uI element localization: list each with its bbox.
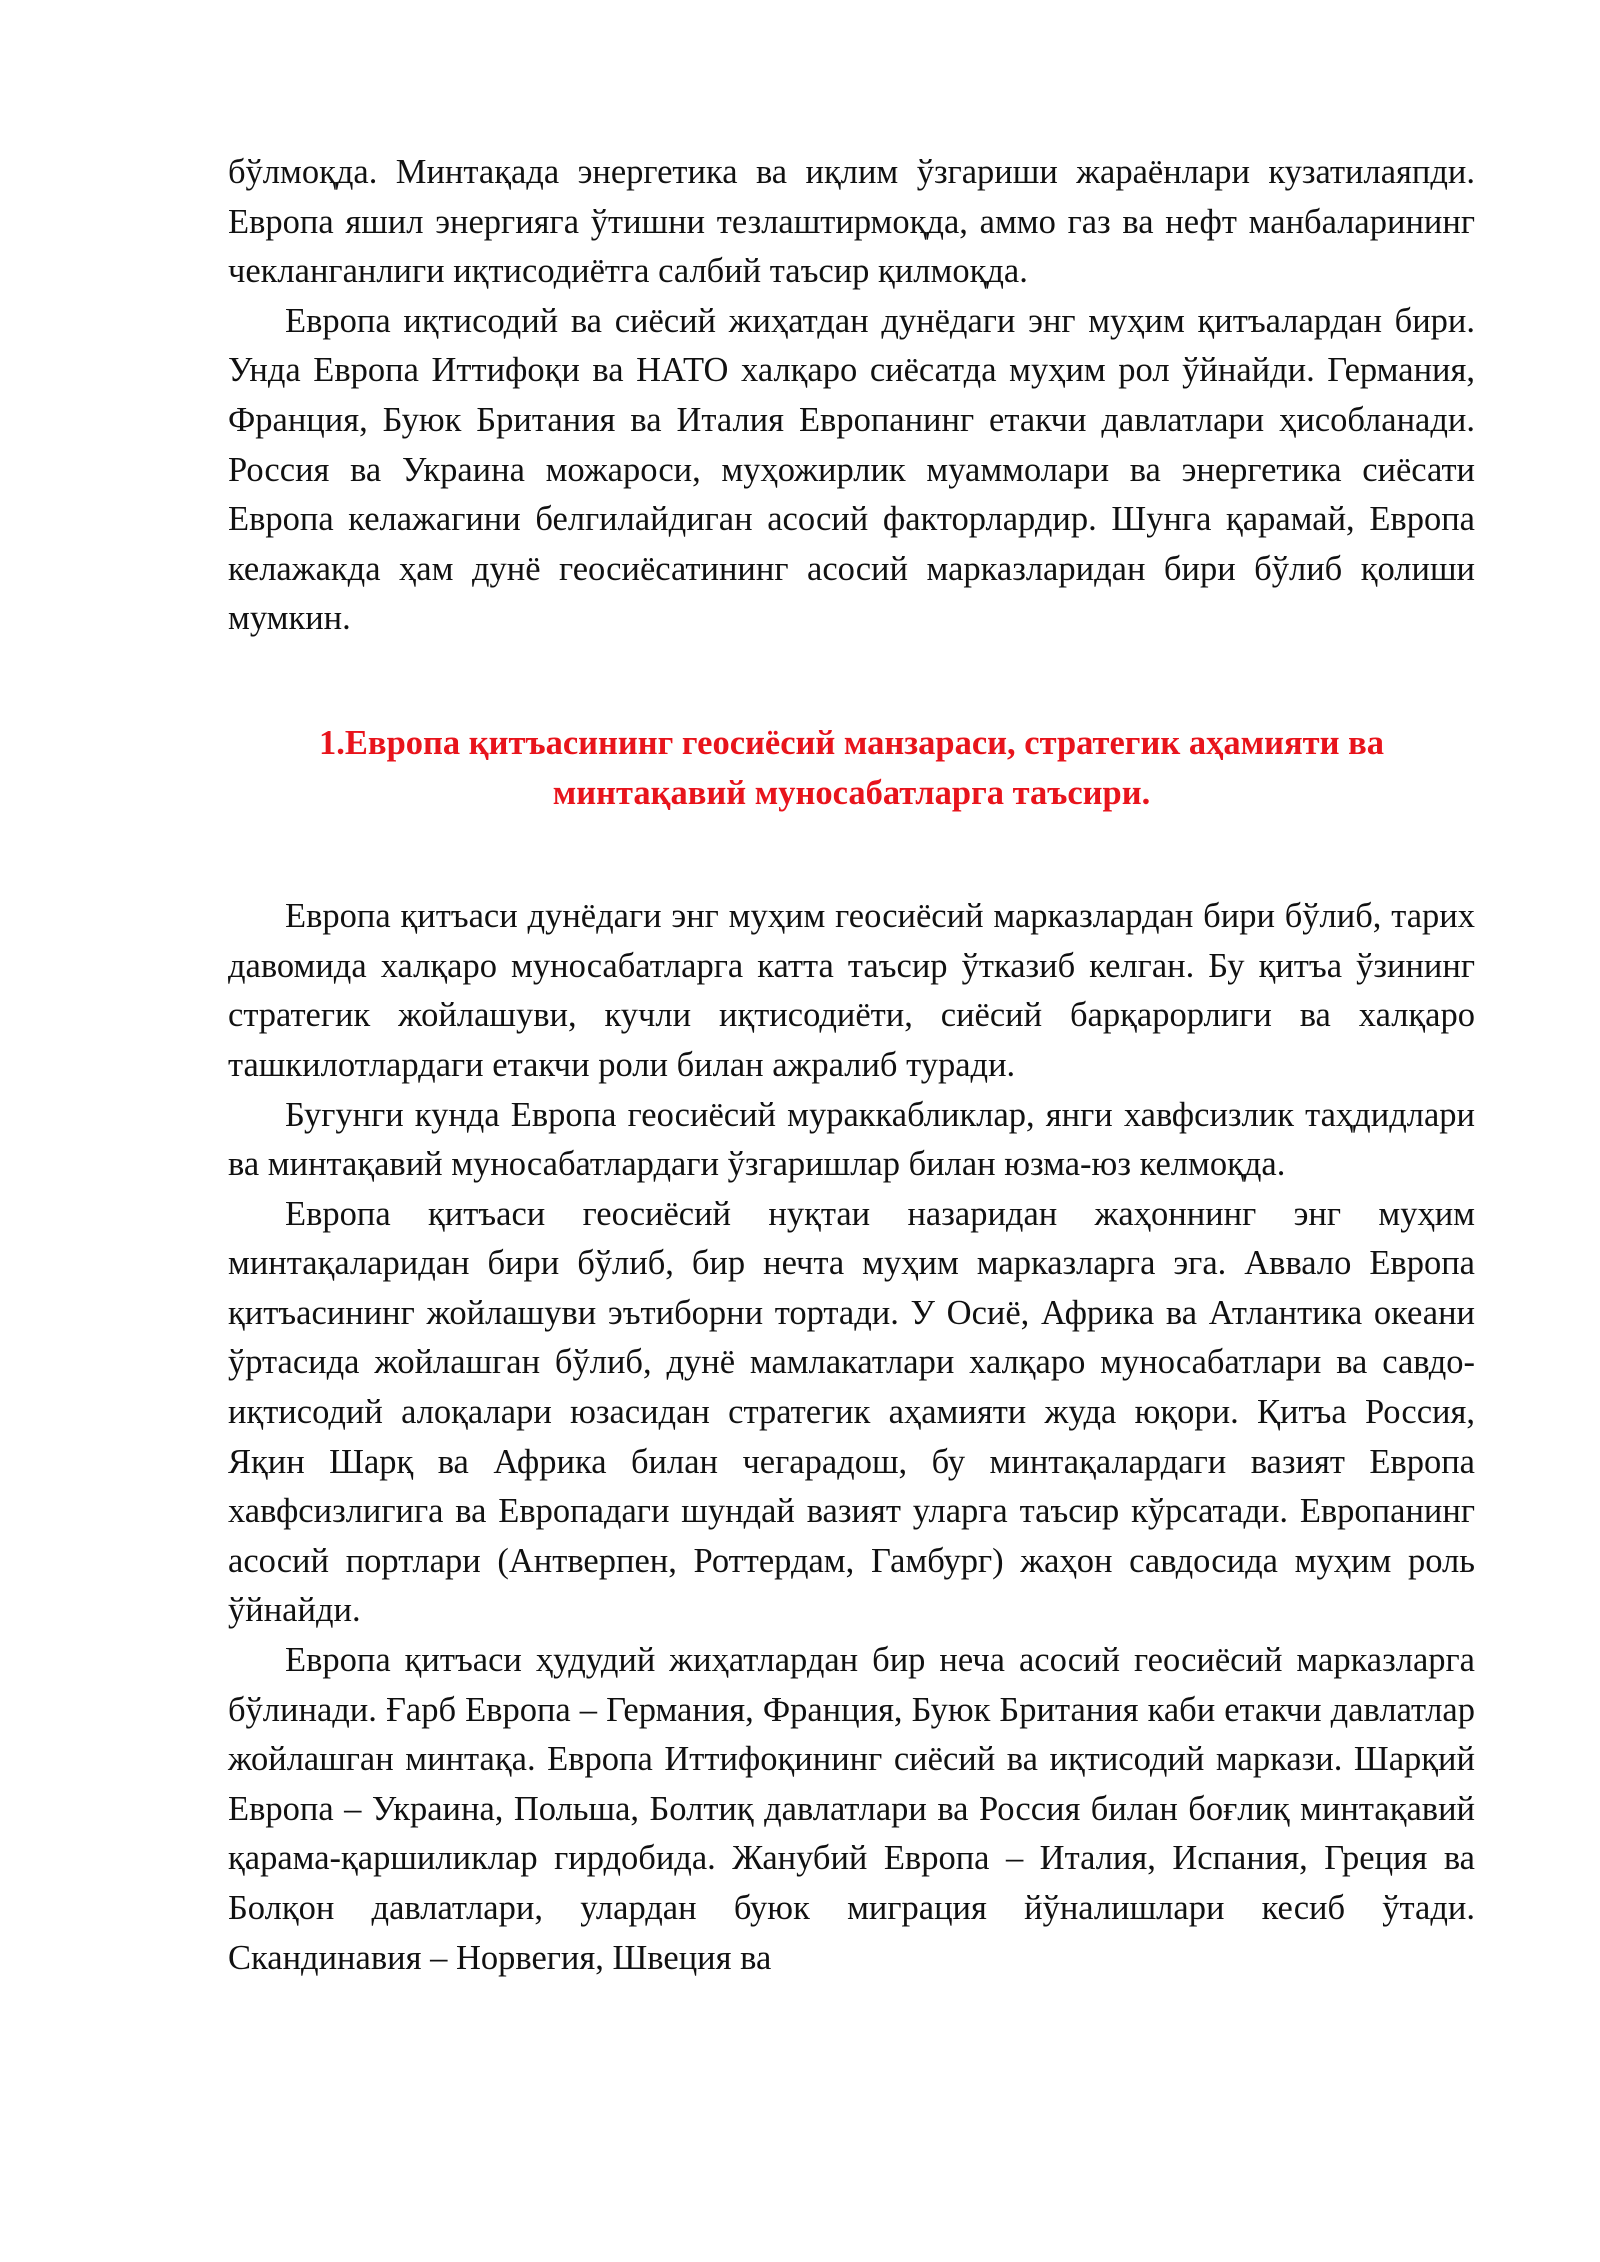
- paragraph-location: Европа қитъаси геосиёсий нуқтаи назаридан жаҳоннинг энг муҳим минтақаларидан бири бўлиб, бир нечта муҳим марказларга эга. Аввало Европа қитъасининг жойлашуви эътиборни тортади. У Осиё, Африка ва Атлантика океани ўртасида жойлашган бўлиб, дунё мамлакатлари халқаро муносабатлари ва савдо-иқтисодий алоқалари юзасидан стратегик аҳамияти жуда юқори. Қитъа Россия, Яқин Шарқ ва Африка билан чегарадош, бу минтақалардаги вазият Европа хавфсизлигига ва Европадаги шундай вазият уларга таъсир кўрсатади. Европанинг асосий портлари (Антверпен, Роттердам, Гамбург) жаҳон савдосида муҳим роль ўйнайди.: [228, 1194, 1475, 1630]
- section-heading-line-1: 1.Европа қитъасининг геосиёсий манзараси, стратегик аҳамияти ва: [319, 723, 1384, 762]
- paragraph-regions: Европа қитъаси ҳудудий жиҳатлардан бир неча асосий геосиёсий марказларга бўлинади. Ғарб Европа – Германия, Франция, Буюк Британия каби етакчи давлатлар жойлашган минтақа. Европа Иттифоқининг сиёсий ва иқтисодий маркази. Шарқий Европа – Украина, Польша, Болтиқ давлатлари ва Россия билан боғлиқ минтақавий қарама-қаршиликлар гирдобида. Жанубий Европа – Италия, Испания, Греция ва Болқон давлатлари, улардан буюк миграция йўналишлари кесиб ўтади. Скандинавия – Норвегия, Швеция ва: [228, 1641, 1475, 1977]
- section-heading-line-2: минтақавий муносабатларга таъсири.: [552, 773, 1151, 812]
- paragraph-continuation: бўлмоқда. Минтақада энергетика ва иқлим ўзгариши жараёнлари кузатилаяпди. Европа яшил энергияга ўтишни тезлаштирмоқда, аммо газ ва нефт манбаларининг чекланганлиги иқтисодиётга салбий таъсир қилмоқда.: [228, 153, 1475, 291]
- paragraph-current-challenges: Бугунги кунда Европа геосиёсий мураккабликлар, янги хавфсизлик таҳдидлари ва минтақавий муносабатлардаги ўзгаришлар билан юзма-юз келмоқда.: [228, 1095, 1475, 1184]
- paragraph-europe-overview: Европа иқтисодий ва сиёсий жиҳатдан дунёдаги энг муҳим қитъалардан бири. Унда Европа Иттифоқи ва НАТО халқаро сиёсатда муҳим рол ўйнайди. Германия, Франция, Буюк Британия ва Италия Европанинг етакчи давлатлари ҳисобланади. Россия ва Украина можароси, муҳожирлик муаммолари ва энергетика сиёсати Европа келажагини белгилайдиган асосий факторлардир. Шунга қарамай, Европа келажакда ҳам дунё геосиёсатининг асосий марказларидан бири бўлиб қолиши мумкин.: [228, 301, 1475, 638]
- paragraph-geopolitical-center: Европа қитъаси дунёдаги энг муҳим геосиёсий марказлардан бири бўлиб, тарих давомида халқаро муносабатларга катта таъсир ўтказиб келган. Бу қитъа ўзининг стратегик жойлашуви, кучли иқтисодиёти, сиёсий барқарорлиги ва халқаро ташкилотлардаги етакчи роли билан ажралиб туради.: [228, 897, 1475, 1084]
- section-heading: [228, 719, 1475, 818]
- document-page: [228, 148, 1475, 1983]
